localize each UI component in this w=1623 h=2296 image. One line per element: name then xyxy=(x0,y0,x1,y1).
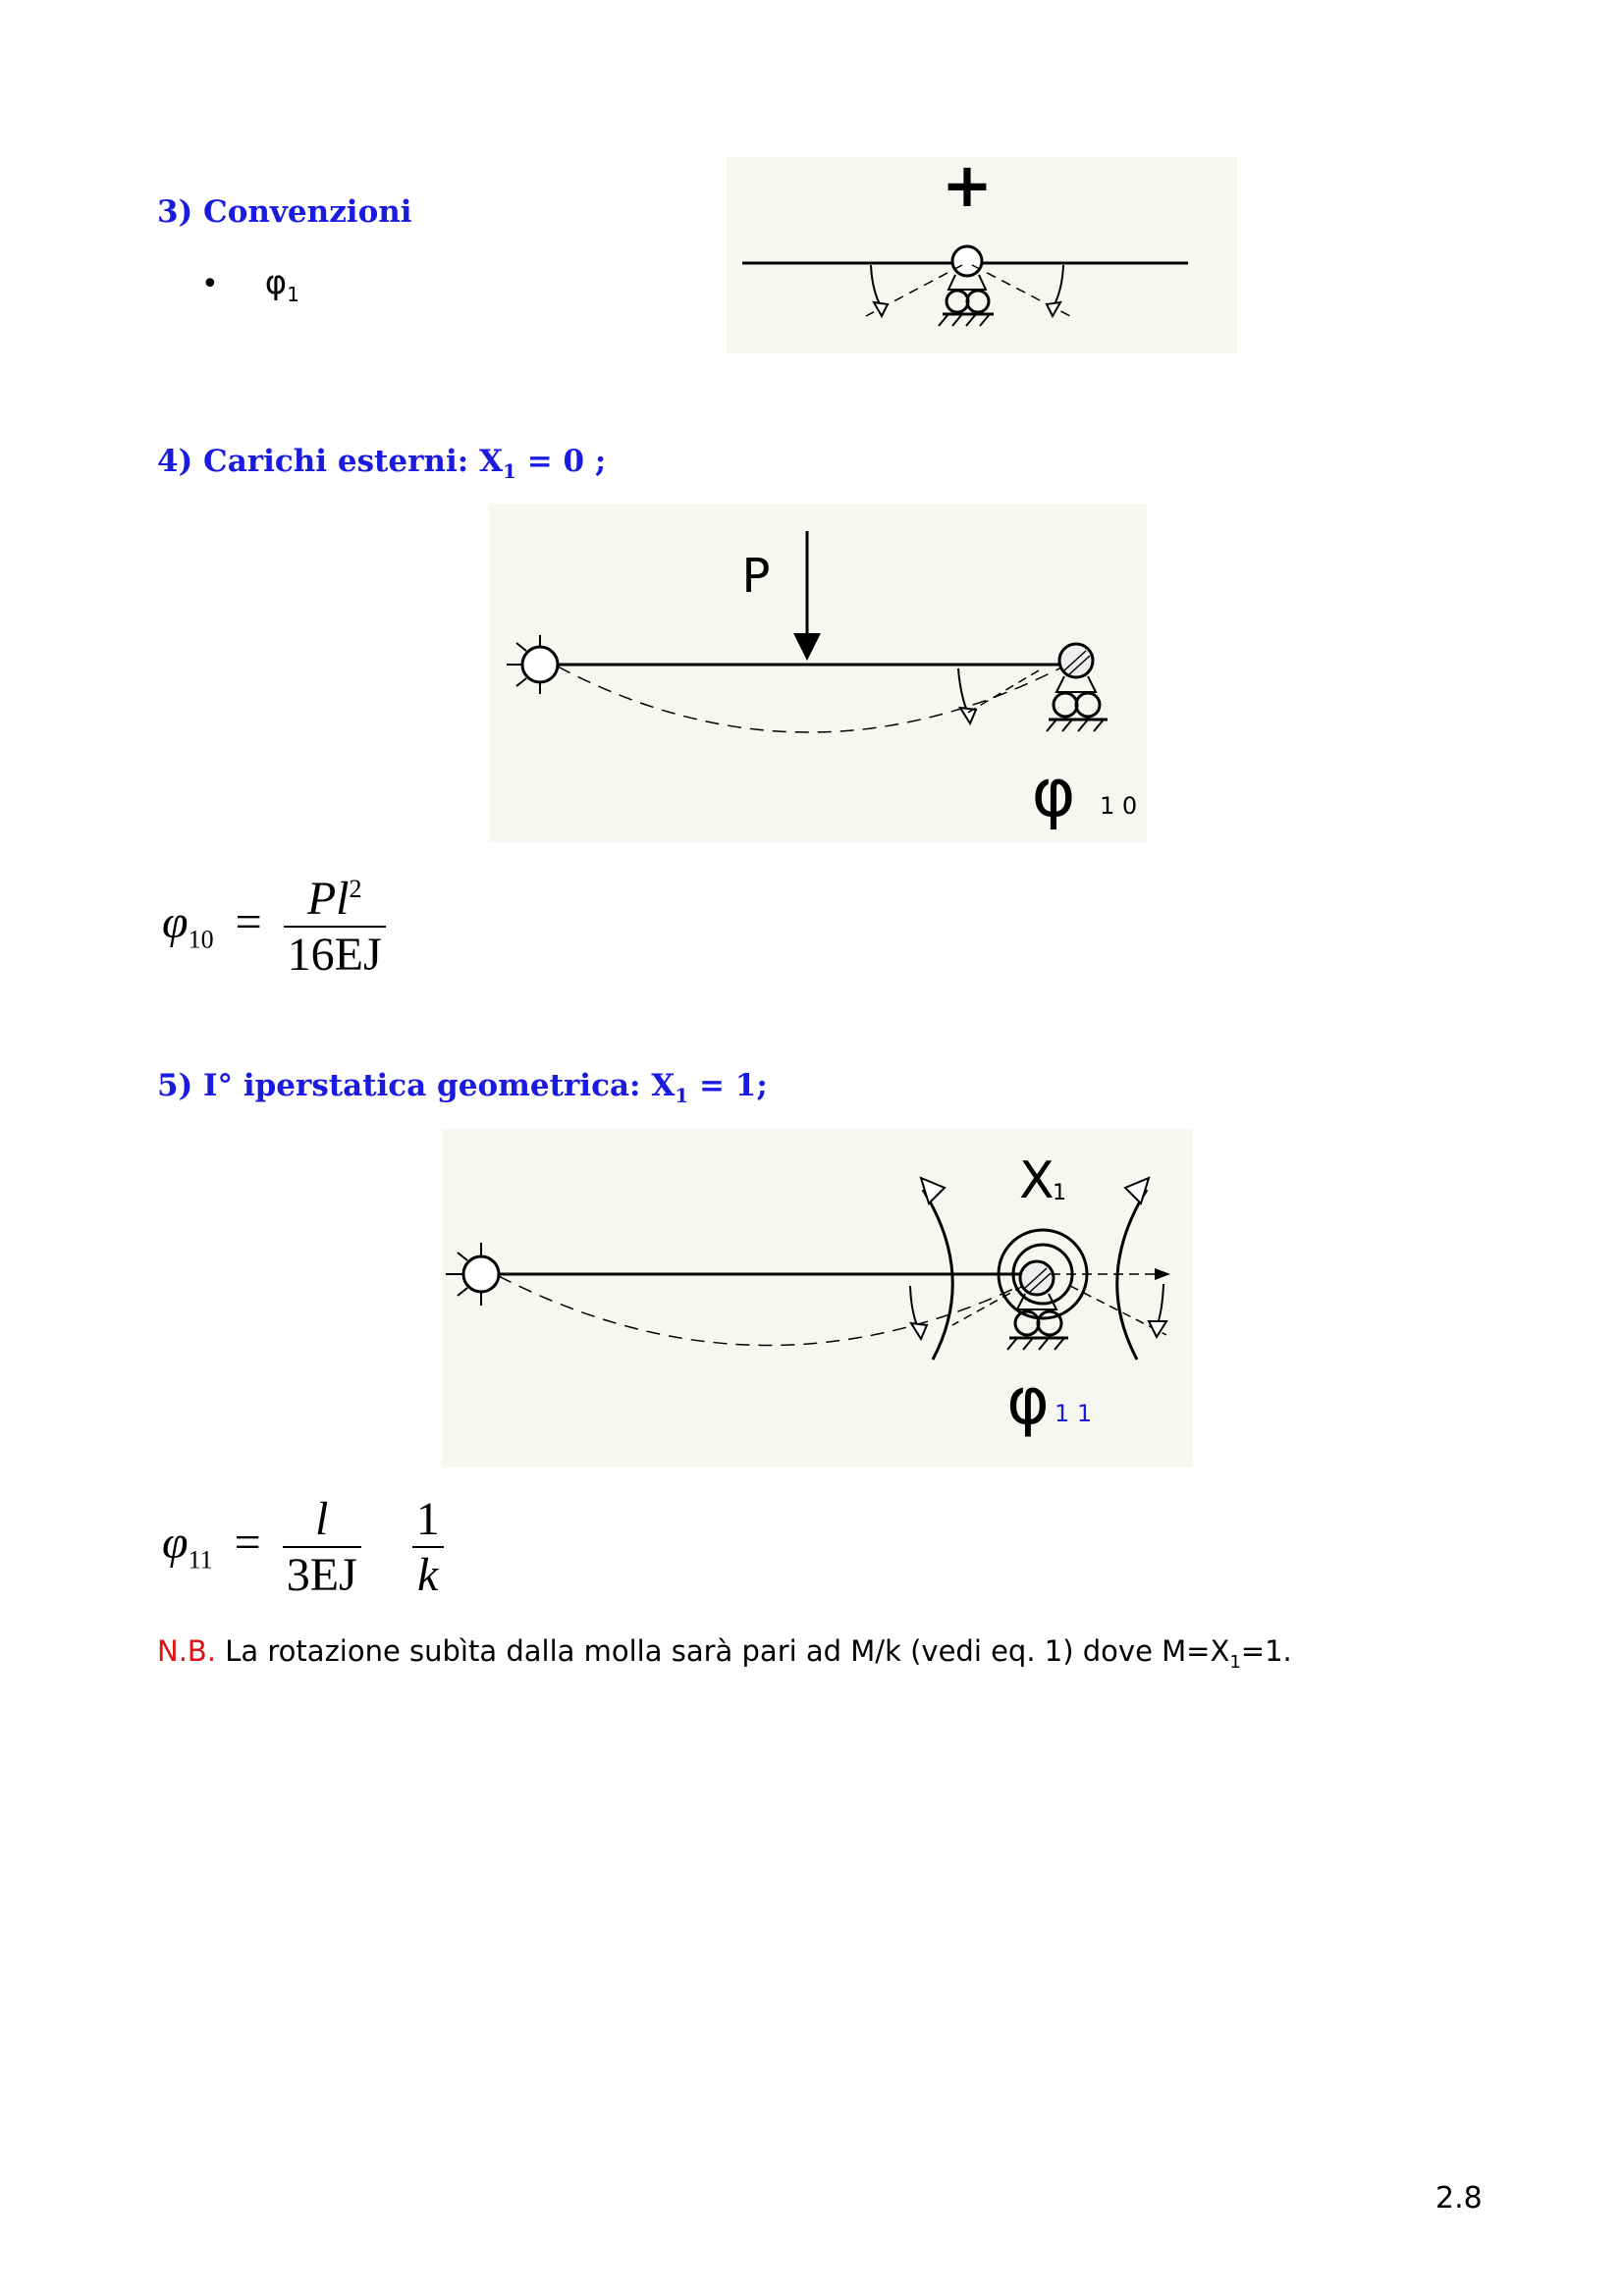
section-3-heading: 3) Convenzioni xyxy=(157,194,412,230)
formula-phi10: $\varphi_{10}$ = $\frac{Pl^2}{16EJ}$ xyxy=(162,872,386,982)
page-number: 2.8 xyxy=(1435,2181,1483,2216)
sign-label: + xyxy=(942,157,993,221)
hinge-circle xyxy=(952,246,982,276)
load-label: P xyxy=(741,549,771,604)
left-hinge xyxy=(463,1256,499,1292)
external-load-diagram xyxy=(489,504,1147,842)
note-prefix: N.B. xyxy=(157,1634,217,1668)
rotation-sub: 1 1 xyxy=(1055,1400,1093,1427)
note-text: N.B. La rotazione subìta dalla molla sarà pari ad M/k (vedi eq. 1) dove $M=X_1=1$. xyxy=(157,1634,1292,1673)
left-hinge xyxy=(522,647,558,682)
rotation-label: φ xyxy=(1006,1363,1050,1439)
bullet-dot: • xyxy=(201,267,219,301)
rotation-sub: 1 0 xyxy=(1100,792,1138,820)
bullet-item xyxy=(201,263,299,306)
rotation-label: φ xyxy=(1031,755,1076,832)
moment-sub: 1 xyxy=(1053,1181,1066,1205)
formula-phi11: $\varphi_{11}$ = $\frac{l}{3EJ}$ $\frac{1}{k}$ xyxy=(162,1492,444,1602)
moment-label: X xyxy=(1019,1151,1055,1210)
convention-diagram xyxy=(727,157,1237,353)
bullet-phi: $\varphi_1$ xyxy=(264,263,299,306)
section-5-heading: 5) I° iperstatica geometrica: $X_1 = 1$; xyxy=(157,1068,768,1108)
redundant-diagram xyxy=(442,1129,1193,1468)
section-4-heading: 4) Carichi esterni: $X_1 = 0$ ; xyxy=(157,444,607,484)
